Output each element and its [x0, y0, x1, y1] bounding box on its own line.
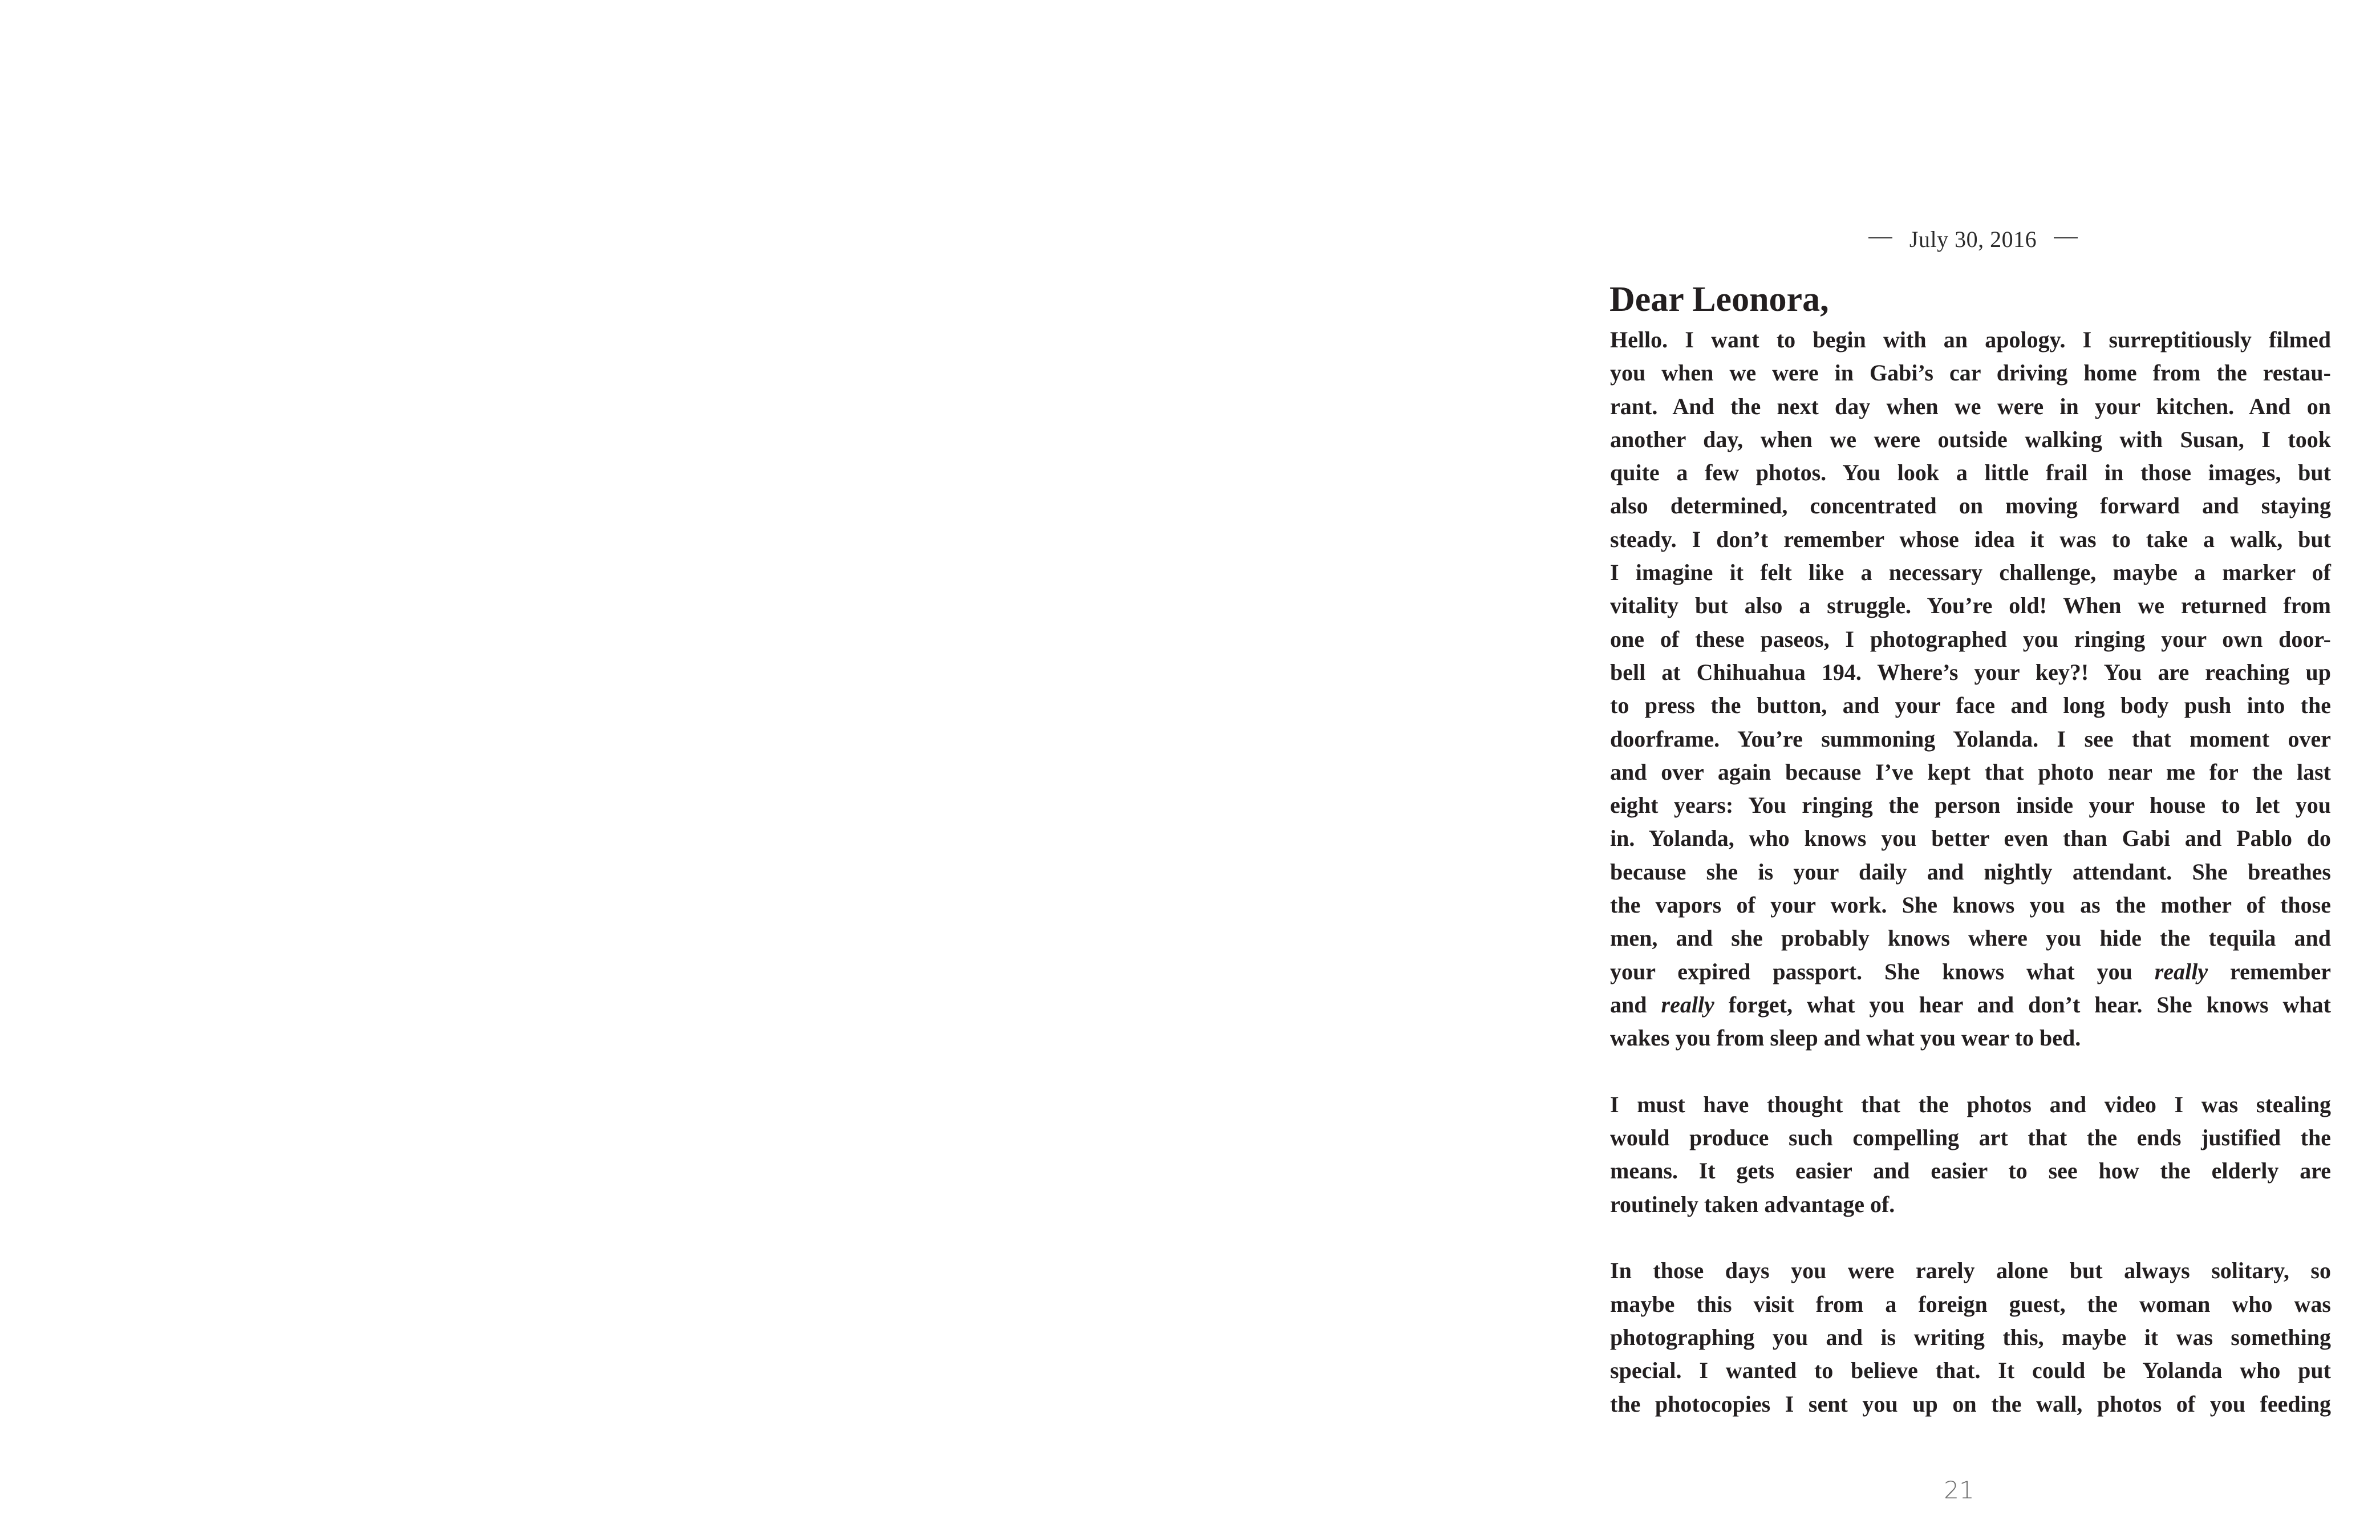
- em-dash-left-icon: [1868, 237, 1892, 238]
- letter-salutation: Dear Leonora,: [1609, 280, 1829, 319]
- line-text: your expired passport. She knows what you: [1610, 958, 2155, 984]
- line-text: the photocopies I sent you up on the wall, photos of you feeding: [1610, 1391, 2331, 1417]
- text-line: [1610, 889, 2331, 922]
- line-text: and over again because I’ve kept that photo near me for the last: [1610, 759, 2331, 785]
- line-text: maybe this visit from a foreign guest, the woman who was: [1610, 1291, 2331, 1317]
- line-text: photographing you and is writing this, maybe it was something: [1610, 1324, 2331, 1350]
- line-text: routinely taken advantage of.: [1610, 1191, 1895, 1217]
- text-line: [1610, 1188, 2334, 1221]
- emphasized-word: really: [1661, 991, 1714, 1018]
- line-text: In those days you were rarely alone but always solitary, so: [1610, 1258, 2331, 1284]
- text-line: [1610, 556, 2331, 589]
- line-text: bell at Chihuahua 194. Where’s your key?! You are reaching up: [1610, 659, 2331, 685]
- text-line: [1610, 1022, 2334, 1055]
- text-line: [1610, 1321, 2331, 1354]
- line-text: means. It gets easier and easier to see how the elderly are: [1610, 1158, 2331, 1184]
- text-line: [1610, 1154, 2331, 1188]
- line-text: rant. And the next day when we were in your kitchen. And on: [1610, 393, 2331, 419]
- text-line: [1610, 723, 2331, 756]
- line-text: doorframe. You’re summoning Yolanda. I see that moment over: [1610, 726, 2331, 752]
- text-line: [1610, 756, 2331, 789]
- line-text: and: [1610, 991, 1661, 1018]
- text-line: [1610, 356, 2331, 390]
- text-line: [1610, 789, 2331, 822]
- line-text: another day, when we were outside walking with Susan, I took: [1610, 426, 2331, 452]
- date-header: [1868, 224, 2078, 256]
- line-text: wakes you from sleep and what you wear to bed.: [1610, 1025, 2081, 1051]
- text-line: [1610, 955, 2331, 988]
- text-line: [1610, 423, 2331, 456]
- paragraph-gap: [1610, 1055, 2334, 1088]
- line-text: forget, what you hear and don’t hear. She knows what: [1714, 991, 2332, 1018]
- text-line: [1610, 1088, 2331, 1121]
- line-text: Hello. I want to begin with an apology. I surreptitiously filmed: [1610, 327, 2331, 352]
- line-text: to press the button, and your face and long body push into the: [1610, 692, 2331, 719]
- line-text: quite a few photos. You look a little frail in those images, but: [1610, 460, 2331, 486]
- text-line: [1610, 1121, 2331, 1154]
- line-text: steady. I don’t remember whose idea it was to take a walk, but: [1610, 526, 2331, 552]
- line-text: you when we were in Gabi’s car driving home from the restau-: [1610, 360, 2331, 386]
- letter-body: [1610, 323, 2334, 1421]
- text-line: [1610, 656, 2331, 689]
- line-text: eight years: You ringing the person inside your house to let you: [1610, 792, 2331, 818]
- text-line: [1610, 1354, 2331, 1387]
- em-dash-right-icon: [2054, 237, 2078, 238]
- text-line: [1610, 988, 2331, 1022]
- text-line: [1610, 922, 2331, 955]
- text-line: [1610, 456, 2331, 489]
- text-line: [1610, 1288, 2331, 1321]
- page-number: 21: [1944, 1476, 1974, 1504]
- letter-date: July 30, 2016: [1909, 226, 2037, 252]
- line-text: in. Yolanda, who knows you better even than Gabi and Pablo do: [1610, 825, 2331, 852]
- text-line: [1610, 689, 2331, 722]
- line-text: one of these paseos, I photographed you ringing your own door-: [1610, 626, 2331, 652]
- text-line: [1610, 822, 2331, 855]
- paragraph: [1610, 1254, 2334, 1420]
- line-text: vitality but also a struggle. You’re old! When we returned from: [1610, 593, 2331, 619]
- text-line: [1610, 1388, 2331, 1421]
- text-line: [1610, 489, 2331, 522]
- line-text: because she is your daily and nightly attendant. She breathes: [1610, 858, 2331, 885]
- text-line: [1610, 856, 2331, 889]
- line-text: I must have thought that the photos and video I was stealing: [1610, 1091, 2331, 1117]
- emphasized-word: really: [2154, 958, 2208, 984]
- line-text: remember: [2208, 958, 2331, 984]
- text-line: [1610, 623, 2331, 656]
- text-line: [1610, 523, 2331, 556]
- line-text: also determined, concentrated on moving forward and staying: [1610, 493, 2331, 519]
- paragraph: [1610, 1088, 2334, 1221]
- line-text: the vapors of your work. She knows you as the mother of those: [1610, 892, 2331, 918]
- text-line: [1610, 1254, 2331, 1287]
- text-line: [1610, 323, 2331, 356]
- paragraph-gap: [1610, 1221, 2334, 1254]
- text-line: [1610, 390, 2331, 423]
- line-text: special. I wanted to believe that. It could be Yolanda who put: [1610, 1357, 2331, 1384]
- text-line: [1610, 589, 2331, 622]
- line-text: I imagine it felt like a necessary challenge, maybe a marker of: [1610, 560, 2331, 586]
- paragraph: [1610, 323, 2334, 1055]
- line-text: would produce such compelling art that the ends justified the: [1610, 1125, 2331, 1151]
- line-text: men, and she probably knows where you hide the tequila and: [1610, 925, 2331, 951]
